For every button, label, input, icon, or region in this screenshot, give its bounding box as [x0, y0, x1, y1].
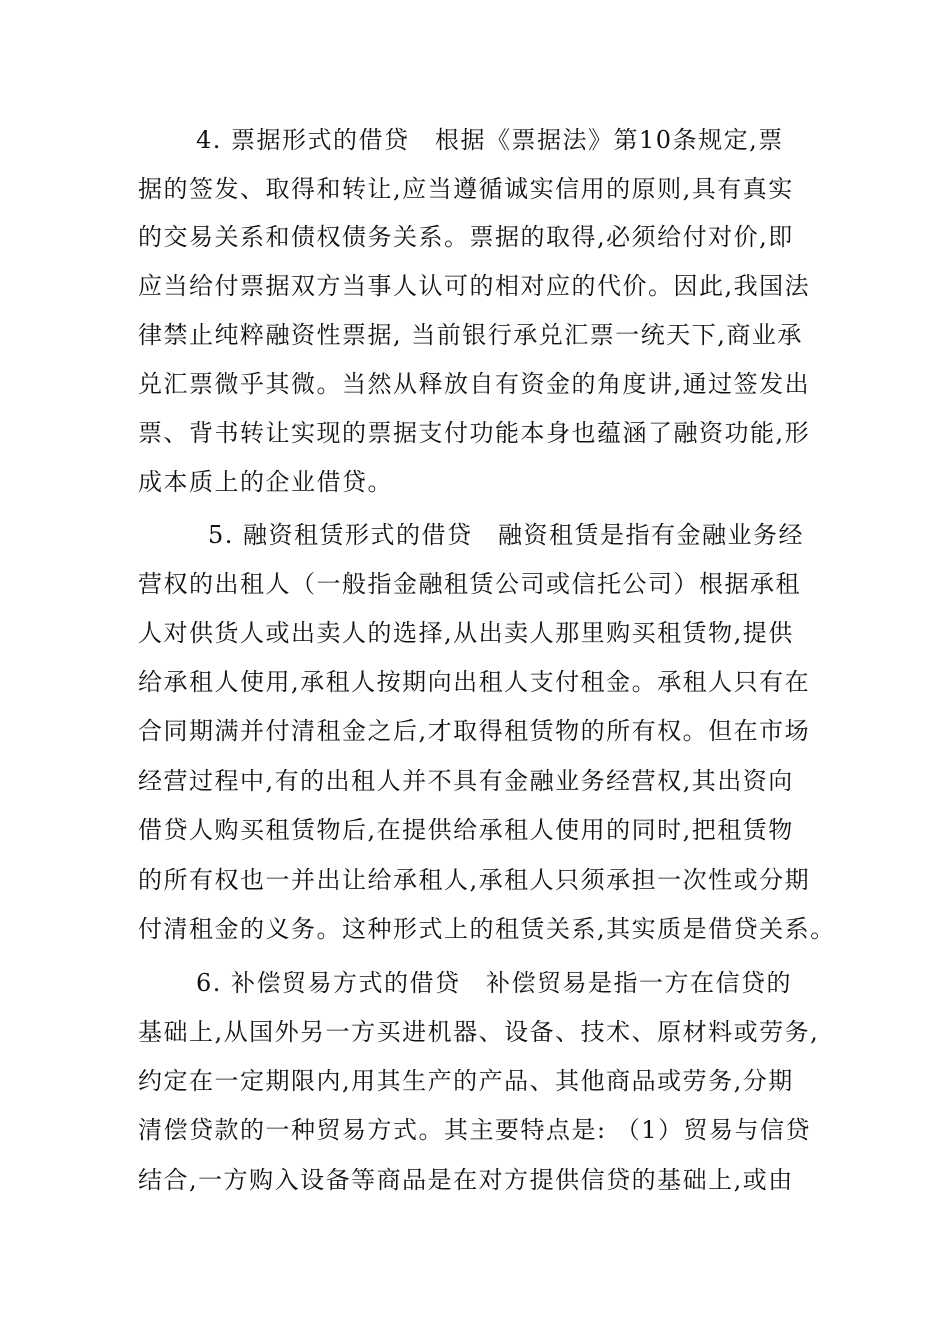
text-line: 基础上,从国外另一方买进机器、设备、技术、原材料或劳务, [138, 1018, 820, 1046]
text-line: 清偿贷款的一种贸易方式。其主要特点是: （1）贸易与信贷 [138, 1116, 811, 1144]
text-line: 兑汇票微乎其微。当然从释放自有资金的角度讲,通过签发出 [138, 370, 811, 398]
text-line: 给承租人使用,承租人按期向出租人支付租金。承租人只有在 [138, 668, 811, 696]
text-line: 应当给付票据双方当事人认可的相对应的代价。因此,我国法 [138, 272, 811, 300]
text-line: 借贷人购买租赁物后,在提供给承租人使用的同时,把租赁物 [138, 816, 794, 844]
text-line: 5. 融资租赁形式的借贷 融资租赁是指有金融业务经 [208, 521, 805, 549]
text-line: 结合,一方购入设备等商品是在对方提供信贷的基础上,或由 [138, 1166, 794, 1194]
text-line: 律禁止纯粹融资性票据, 当前银行承兑汇票一统天下,商业承 [138, 321, 803, 349]
text-line: 4. 票据形式的借贷 根据《票据法》第10条规定,票 [196, 126, 784, 154]
text-line: 营权的出租人（一般指金融租赁公司或信托公司）根据承租 [138, 570, 801, 598]
text-line: 约定在一定期限内,用其生产的产品、其他商品或劳务,分期 [138, 1067, 794, 1095]
text-line: 成本质上的企业借贷。 [138, 468, 393, 496]
text-line: 票、背书转让实现的票据支付功能本身也蕴涵了融资功能,形 [138, 419, 811, 447]
text-line: 6. 补偿贸易方式的借贷 补偿贸易是指一方在信贷的 [196, 969, 793, 997]
text-line: 的交易关系和债权债务关系。票据的取得,必须给付对价,即 [138, 223, 794, 251]
text-line: 合同期满并付清租金之后,才取得租赁物的所有权。但在市场 [138, 717, 811, 745]
text-line: 人对供货人或出卖人的选择,从出卖人那里购买租赁物,提供 [138, 619, 794, 647]
text-line: 据的签发、取得和转让,应当遵循诚实信用的原则,具有真实 [138, 175, 794, 203]
text-line: 的所有权也一并出让给承租人,承租人只须承担一次性或分期 [138, 866, 811, 894]
text-line: 付清租金的义务。这种形式上的租赁关系,其实质是借贷关系。 [138, 915, 836, 943]
text-line: 经营过程中,有的出租人并不具有金融业务经营权,其出资向 [138, 767, 794, 795]
